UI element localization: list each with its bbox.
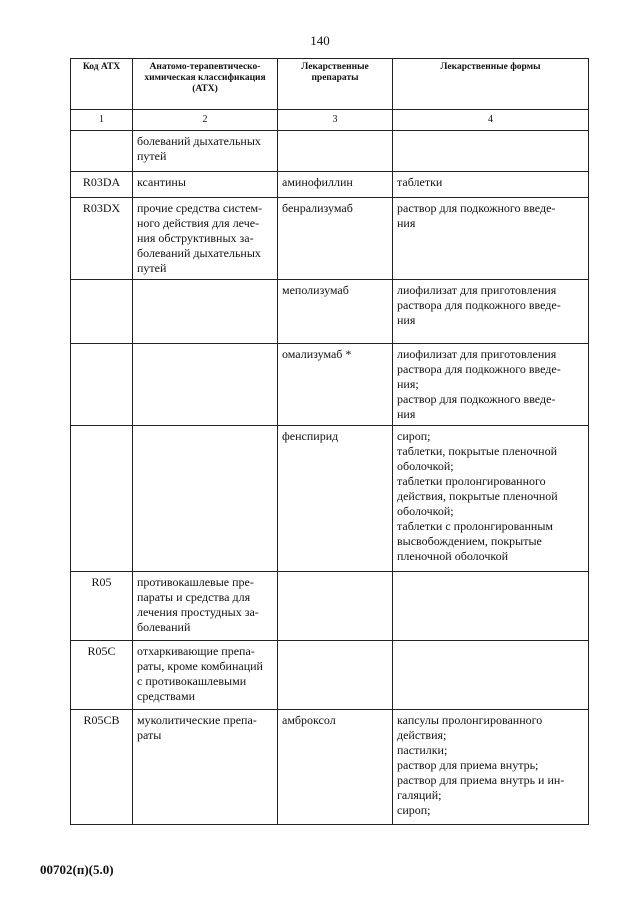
classification-line: противокашлевые пре- bbox=[137, 575, 254, 589]
classification-line: болеваний дыхательных bbox=[137, 134, 261, 148]
dosage-forms-cell bbox=[393, 710, 589, 825]
classification-line: болеваний дыхательных bbox=[137, 246, 261, 260]
atc-code-cell: R05CB bbox=[71, 710, 133, 825]
table-row bbox=[71, 344, 589, 426]
table-row bbox=[71, 710, 589, 825]
dosage-form-line: пастилки; bbox=[397, 743, 448, 757]
drug-cell: меполизумаб bbox=[278, 280, 393, 344]
classification-cell bbox=[133, 710, 278, 825]
dosage-form-line: таблетки bbox=[397, 175, 443, 189]
atc-drug-table bbox=[70, 58, 589, 825]
classification-line: ксантины bbox=[137, 175, 186, 189]
dosage-form-line: раствора для подкожного введе- bbox=[397, 298, 561, 312]
table-row bbox=[71, 172, 589, 198]
column-number: 2 bbox=[133, 110, 278, 131]
dosage-form-line: пленочной оболочкой bbox=[397, 549, 509, 563]
header-dosage-forms: Лекарственные формы bbox=[393, 59, 589, 110]
drug-cell bbox=[278, 131, 393, 172]
classification-line: раты bbox=[137, 728, 162, 742]
classification-cell bbox=[133, 641, 278, 710]
column-number-row bbox=[71, 110, 589, 131]
dosage-forms-cell bbox=[393, 280, 589, 344]
classification-cell bbox=[133, 131, 278, 172]
dosage-form-line: раствор для подкожного введе- bbox=[397, 392, 556, 406]
dosage-forms-cell bbox=[393, 572, 589, 641]
dosage-form-line: раствор для приема внутрь; bbox=[397, 758, 539, 772]
header-atc-code: Код АТХ bbox=[71, 59, 133, 110]
classification-line: с противокашлевыми bbox=[137, 674, 247, 688]
dosage-form-line: капсулы пролонгированного bbox=[397, 713, 543, 727]
classification-line: параты и средства для bbox=[137, 590, 251, 604]
classification-line: прочие средства систем- bbox=[137, 201, 263, 215]
dosage-form-line: раствор для подкожного введе- bbox=[397, 201, 556, 215]
drug-cell: омализумаб * bbox=[278, 344, 393, 426]
page-number: 140 bbox=[310, 33, 330, 48]
dosage-form-line: таблетки, покрытые пленочной bbox=[397, 444, 558, 458]
classification-line: отхаркивающие препа- bbox=[137, 644, 255, 658]
drug-cell: амброксол bbox=[278, 710, 393, 825]
table-row bbox=[71, 280, 589, 344]
dosage-form-line: сироп; bbox=[397, 803, 431, 817]
atc-code-cell bbox=[71, 131, 133, 172]
dosage-form-line: оболочкой; bbox=[397, 459, 454, 473]
column-number: 3 bbox=[278, 110, 393, 131]
classification-cell bbox=[133, 198, 278, 280]
classification-cell bbox=[133, 344, 278, 426]
atc-code-cell: R05C bbox=[71, 641, 133, 710]
dosage-forms-cell bbox=[393, 131, 589, 172]
dosage-forms-cell bbox=[393, 198, 589, 280]
drug-cell: бенрализумаб bbox=[278, 198, 393, 280]
dosage-forms-cell bbox=[393, 641, 589, 710]
drug-cell: фенспирид bbox=[278, 426, 393, 572]
table-row bbox=[71, 572, 589, 641]
dosage-form-line: оболочкой; bbox=[397, 504, 454, 518]
classification-line: лечения простудных за- bbox=[137, 605, 259, 619]
atc-code-cell: R05 bbox=[71, 572, 133, 641]
dosage-form-line: ния bbox=[397, 313, 416, 327]
dosage-forms-cell bbox=[393, 344, 589, 426]
classification-line: муколитические препа- bbox=[137, 713, 257, 727]
atc-code-cell: R03DX bbox=[71, 198, 133, 280]
table-row bbox=[71, 131, 589, 172]
dosage-form-line: действия; bbox=[397, 728, 447, 742]
classification-line: болеваний bbox=[137, 620, 191, 634]
drug-cell bbox=[278, 572, 393, 641]
dosage-form-line: лиофилизат для приготовления bbox=[397, 347, 557, 361]
atc-code-cell bbox=[71, 280, 133, 344]
document-code: 00702(п)(5.0) bbox=[40, 862, 114, 877]
classification-line: ния обструктивных за- bbox=[137, 231, 254, 245]
classification-line: раты, кроме комбинаций bbox=[137, 659, 263, 673]
classification-line: средствами bbox=[137, 689, 196, 703]
dosage-form-line: раствора для подкожного введе- bbox=[397, 362, 561, 376]
dosage-form-line: ния; bbox=[397, 377, 419, 391]
table-row bbox=[71, 426, 589, 572]
dosage-form-line: ния bbox=[397, 407, 416, 421]
dosage-form-line: действия, покрытые пленочной bbox=[397, 489, 558, 503]
table-row bbox=[71, 641, 589, 710]
header-classification: Анатомо-терапевтическо-химическая классификация (АТХ) bbox=[133, 59, 278, 110]
atc-code-cell bbox=[71, 344, 133, 426]
classification-cell bbox=[133, 280, 278, 344]
drug-cell: аминофиллин bbox=[278, 172, 393, 198]
column-number: 4 bbox=[393, 110, 589, 131]
dosage-form-line: раствор для приема внутрь и ин- bbox=[397, 773, 565, 787]
classification-line: ного действия для лече- bbox=[137, 216, 260, 230]
dosage-forms-cell bbox=[393, 172, 589, 198]
drug-cell bbox=[278, 641, 393, 710]
column-number: 1 bbox=[71, 110, 133, 131]
classification-line: путей bbox=[137, 261, 167, 275]
dosage-form-line: таблетки пролонгированного bbox=[397, 474, 546, 488]
classification-cell bbox=[133, 572, 278, 641]
header-drugs: Лекарственные препараты bbox=[278, 59, 393, 110]
dosage-forms-cell bbox=[393, 426, 589, 572]
header-row bbox=[71, 59, 589, 110]
classification-line: путей bbox=[137, 149, 167, 163]
dosage-form-line: сироп; bbox=[397, 429, 431, 443]
dosage-form-line: таблетки с пролонгированным bbox=[397, 519, 554, 533]
classification-cell bbox=[133, 172, 278, 198]
dosage-form-line: лиофилизат для приготовления bbox=[397, 283, 557, 297]
table-row bbox=[71, 198, 589, 280]
atc-code-cell bbox=[71, 426, 133, 572]
atc-code-cell: R03DA bbox=[71, 172, 133, 198]
dosage-form-line: галяций; bbox=[397, 788, 442, 802]
dosage-form-line: высвобождением, покрытые bbox=[397, 534, 542, 548]
dosage-form-line: ния bbox=[397, 216, 416, 230]
classification-cell bbox=[133, 426, 278, 572]
